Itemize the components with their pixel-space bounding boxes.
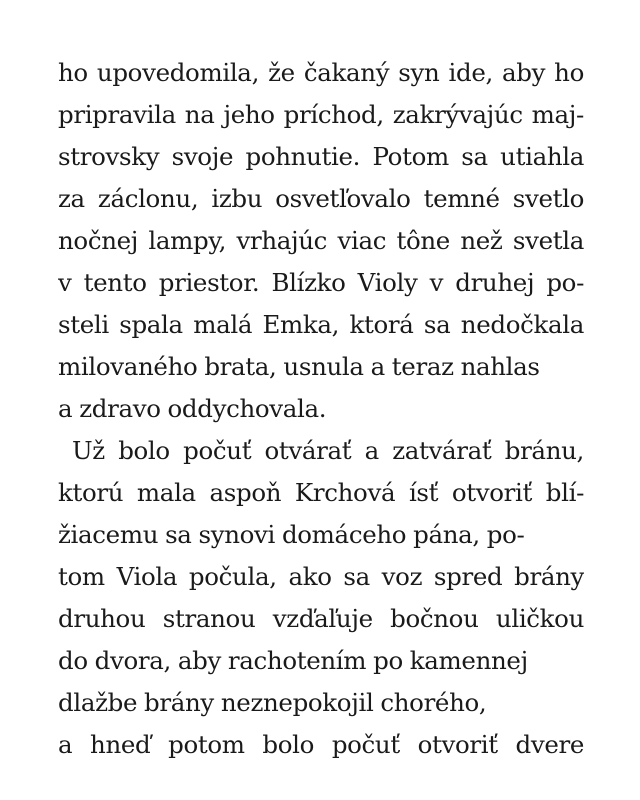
text-line: žiacemu sa synovi domáceho pána, po- [58, 520, 525, 549]
text-line: a hneď potom bolo počuť otvoriť dvere [58, 730, 584, 759]
text-line: tom Viola počula, ako sa voz spred brány [58, 562, 584, 591]
text-line: a zdravo oddychovala. [58, 394, 327, 423]
text-line: steli spala malá Emka, ktorá sa nedočkala [58, 310, 584, 339]
text-line: ho upovedomila, že čakaný syn ide, aby ho [58, 58, 584, 87]
text-line: v tento priestor. Blízko Violy v druhej po- [58, 268, 584, 297]
text-line: strovsky svoje pohnutie. Potom sa utiahla [58, 142, 584, 171]
paragraph-1 [58, 52, 584, 430]
text-line: druhou stranou vzďaľuje bočnou uličkou [58, 604, 584, 633]
text-line: Už bolo počuť otvárať a zatvárať bránu, [72, 436, 584, 465]
paragraph-2 [58, 430, 584, 766]
text-line: do dvora, aby rachotením po kamennej [58, 646, 528, 675]
text-line: za záclonu, izbu osvetľovalo temné svetlo [58, 184, 584, 213]
text-line: ktorú mala aspoň Krchová ísť otvoriť blí- [58, 478, 584, 507]
page-text [58, 52, 584, 766]
text-line: milovaného brata, usnula a teraz nahlas [58, 352, 540, 381]
text-line: nočnej lampy, vrhajúc viac tône než svetla [58, 226, 584, 255]
text-line: pripravila na jeho príchod, zakrývajúc maj- [58, 100, 584, 129]
text-line: dlažbe brány neznepokojil chorého, [58, 688, 487, 717]
